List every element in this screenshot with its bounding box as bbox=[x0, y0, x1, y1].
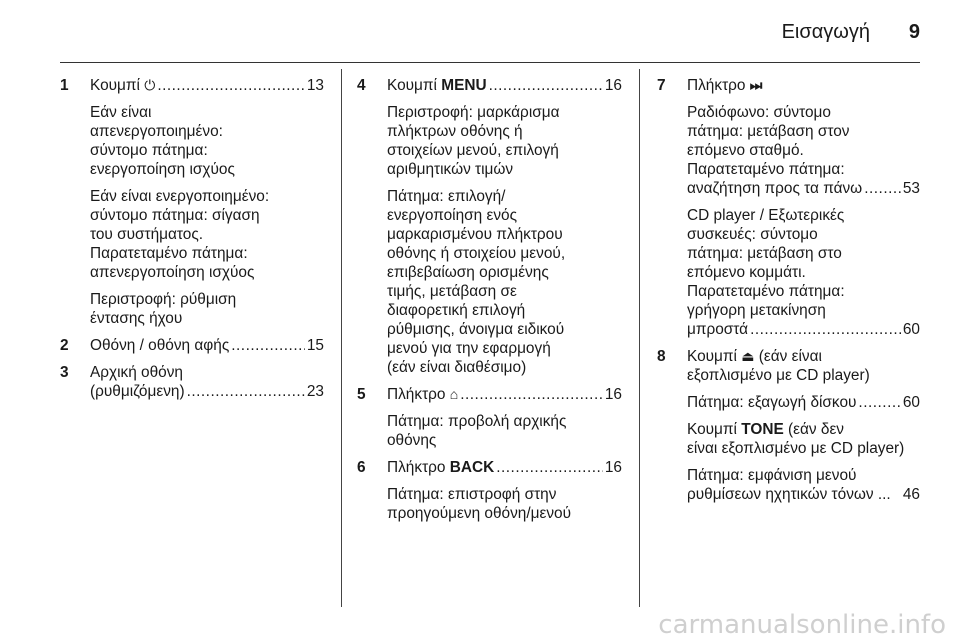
next-track-icon: ⏭ bbox=[749, 77, 763, 93]
page-number: 9 bbox=[908, 21, 920, 43]
item-number: 7 bbox=[657, 77, 666, 94]
item-number: 3 bbox=[60, 364, 69, 381]
item-5: 5 Πλήκτρο ⌂ ..... 16 Πάτημα: προβολή αρχικής οθόνης bbox=[357, 385, 622, 450]
item-1-desc-1: Εάν είναι απενεργοποιημένο: σύντομο πάτημα: ενεργοποίηση ισχύος bbox=[90, 104, 235, 178]
page-ref[interactable]: 46 bbox=[902, 486, 920, 503]
page-ref[interactable]: 16 bbox=[604, 386, 622, 403]
page-header bbox=[0, 20, 920, 44]
item-6-desc: Πάτημα: επιστροφή στην προηγούμενη οθόνη/μενού bbox=[387, 486, 572, 522]
eject-icon: ⏏ bbox=[741, 348, 755, 364]
item-5-desc: Πάτημα: προβολή αρχικής οθόνης bbox=[387, 413, 567, 449]
page-ref[interactable]: 16 bbox=[604, 77, 622, 94]
watermark: carmanualsonline.info bbox=[658, 610, 946, 640]
item-3: 3 Αρχική οθόνη (ρυθμιζόμενη) ..... 23 bbox=[60, 363, 324, 401]
item-2: 2 Οθόνη / οθόνη αφής ..... 15 bbox=[60, 336, 324, 355]
item-number: 2 bbox=[60, 337, 69, 354]
item-number: 4 bbox=[357, 77, 366, 94]
power-icon: ⏻ bbox=[144, 77, 156, 93]
item-4-desc-1: Περιστροφή: μαρκάρισμα πλήκτρων οθόνης ή στοιχείων μενού, επιλογή αριθμητικών τιμών bbox=[387, 104, 560, 178]
page-ref[interactable]: 23 bbox=[306, 383, 324, 400]
page-ref[interactable]: 13 bbox=[306, 77, 324, 94]
page-ref[interactable]: 60 bbox=[902, 321, 920, 338]
item-1-heading: Κουμπί ⏻ ..... 13 bbox=[90, 76, 324, 95]
item-number: 5 bbox=[357, 386, 366, 403]
page-ref[interactable]: 53 bbox=[902, 180, 920, 197]
header-rule bbox=[60, 62, 920, 63]
page-ref[interactable]: 15 bbox=[306, 337, 324, 354]
item-1-desc-3: Περιστροφή: ρύθμιση έντασης ήχου bbox=[90, 291, 237, 327]
page-ref[interactable]: 16 bbox=[604, 459, 622, 476]
item-7: 7 Πλήκτρο ⏭ Ραδιόφωνο: σύντομο πάτημα: μετάβαση στον επόμενο σταθμό. Παρατεταμένο πάτημα: αναζήτηση προς τα πάνω ..... 53 CD player / Εξωτερικές συσκευές: σύντομο πάτημα: μετάβαση στο επόμενο κομμάτι. Παρατεταμένο πάτημα: γρήγορη μετακίνηση μπροστά ..... 60 bbox=[657, 76, 920, 339]
column-divider-2 bbox=[639, 69, 640, 607]
column-divider-1 bbox=[341, 69, 342, 607]
item-6: 6 Πλήκτρο BACK ..... 16 Πάτημα: επιστροφή στην προηγούμενη οθόνη/μενού bbox=[357, 458, 622, 523]
item-number: 1 bbox=[60, 77, 69, 94]
item-number: 8 bbox=[657, 348, 666, 365]
item-8-desc-3: Πάτημα: εμφάνιση μενού ρυθμίσεων ηχητικών τόνων ... 46 bbox=[687, 467, 920, 503]
page-title: Εισαγωγή bbox=[781, 21, 870, 43]
item-8-desc-1: Πάτημα: εξαγωγή δίσκου ..... 60 bbox=[687, 393, 920, 412]
column-2 bbox=[357, 76, 622, 523]
page-ref[interactable]: 60 bbox=[902, 394, 920, 411]
item-7-desc-2: CD player / Εξωτερικές συσκευές: σύντομο πάτημα: μετάβαση στο επόμενο κομμάτι. Παρατεταμένο πάτημα: γρήγορη μετακίνηση μπροστά ..... 60 bbox=[687, 206, 920, 339]
item-7-desc-1: Ραδιόφωνο: σύντομο πάτημα: μετάβαση στον επόμενο σταθμό. Παρατεταμένο πάτημα: αναζήτηση προς τα πάνω ..... 53 bbox=[687, 103, 920, 198]
item-1-desc-2: Εάν είναι ενεργοποιημένο: σύντομο πάτημα: σίγαση του συστήματος. Παρατεταμένο πάτημα: απενεργοποίηση ισχύος bbox=[90, 188, 270, 281]
item-8: 8 Κουμπί ⏏ (εάν είναι εξοπλισμένο με CD player) Πάτημα: εξαγωγή δίσκου ..... 60 Κουμπί TONE (εάν δεν είναι εξοπλισμένο με CD player) Πάτημα: εμφάνιση μενού ρυθμίσεων ηχητικών τόνων ... 46 bbox=[657, 347, 920, 504]
home-icon: ⌂ bbox=[449, 386, 459, 402]
item-8-tone: Κουμπί TONE (εάν δεν είναι εξοπλισμένο με CD player) bbox=[687, 421, 905, 457]
column-3 bbox=[657, 76, 920, 504]
item-4-desc-2: Πάτημα: επιλογή/ ενεργοποίηση ενός μαρκαρισμένου πλήκτρου οθόνης ή στοιχείου μενού, επιβεβαίωση ορισμένης τιμής, μετάβαση σε διαφορετική επιλογή ρύθμισης, άνοιγμα ειδικού μενού για την εφαρμογή (εάν είναι διαθέσιμο) bbox=[387, 188, 566, 376]
item-4: 4 Κουμπί MENU ..... 16 Περιστροφή: μαρκάρισμα πλήκτρων οθόνης ή στοιχείων μενού, επιλογή αριθμητικών τιμών Πάτημα: επιλογή/ ενεργοποίηση ενός μαρκαρισμένου πλήκτρου οθόνης ή στοιχείου μενού, επιβεβαίωση ορισμένης τιμής, μετάβαση σε διαφορετική επιλογή ρύθμισης, άνοιγμα ειδικού μενού για την εφαρμογή (εάν είναι διαθέσιμο) bbox=[357, 76, 622, 377]
item-number: 6 bbox=[357, 459, 366, 476]
column-1 bbox=[60, 76, 324, 401]
item-1 bbox=[60, 76, 324, 328]
